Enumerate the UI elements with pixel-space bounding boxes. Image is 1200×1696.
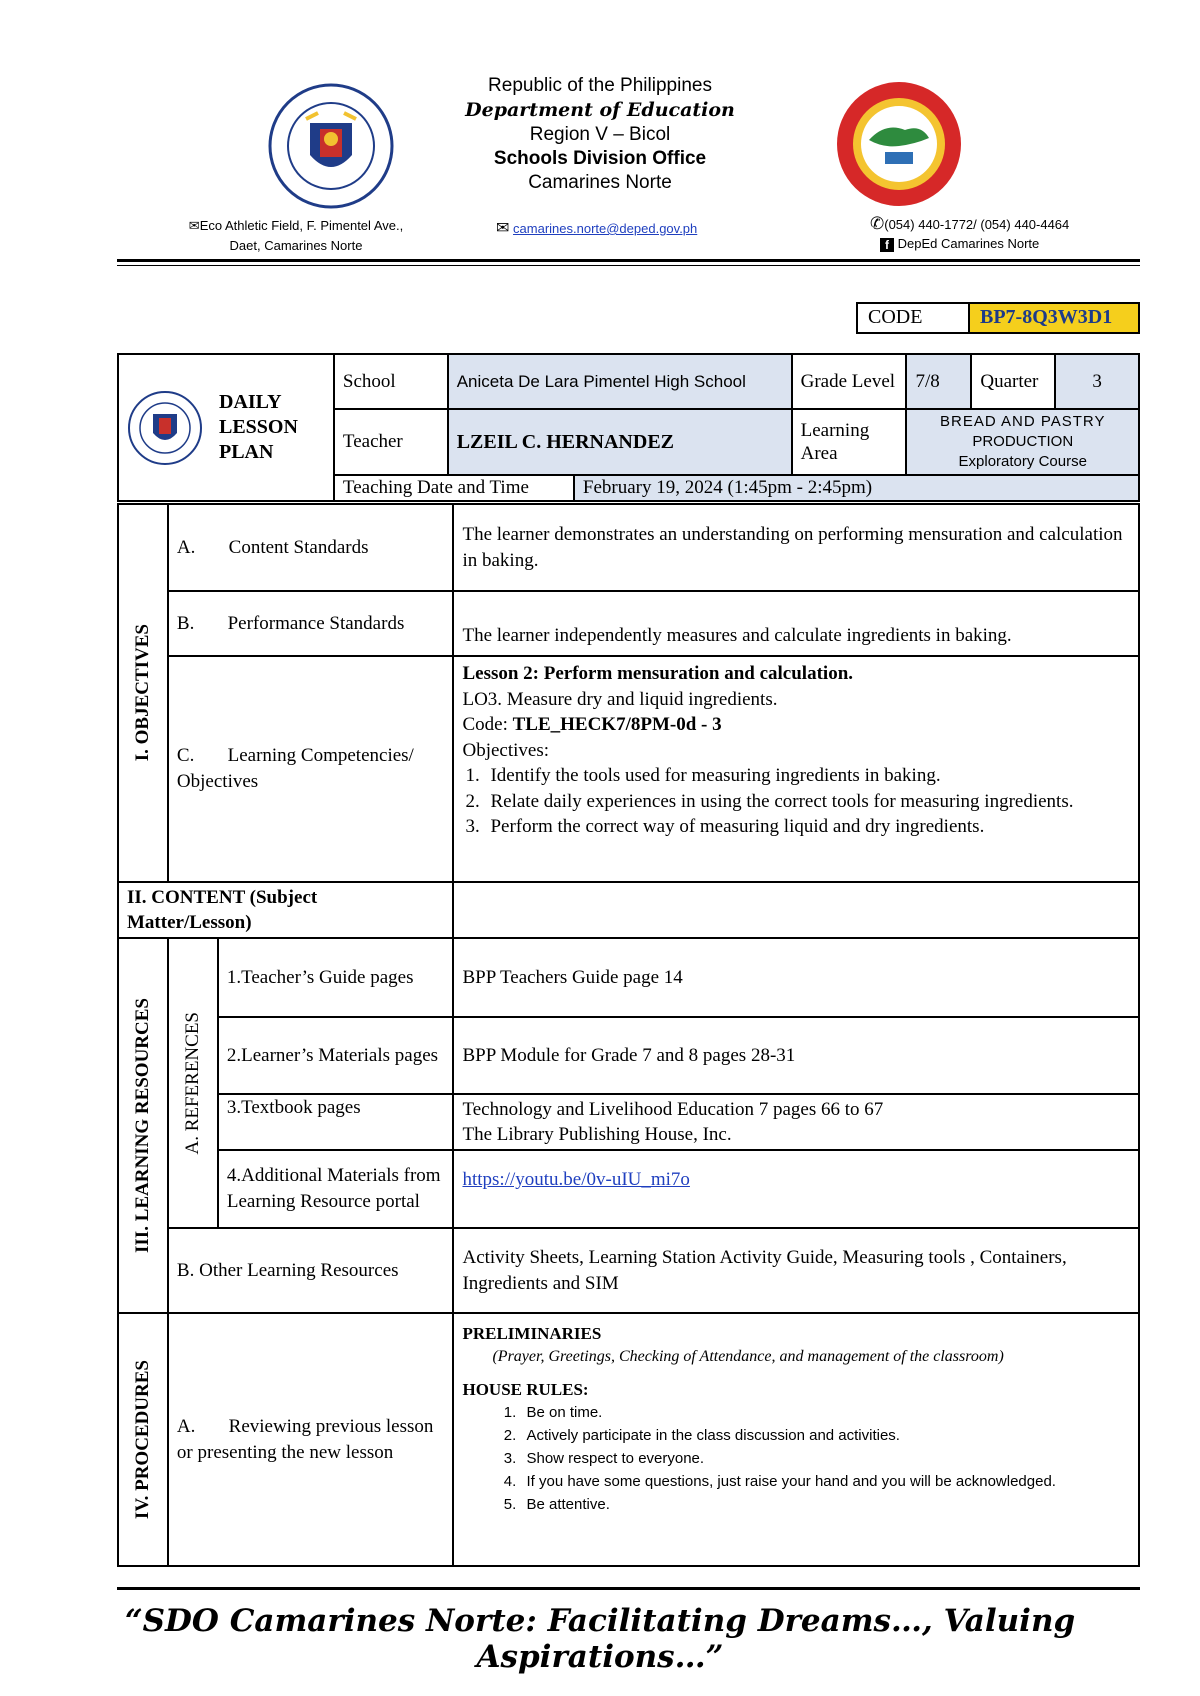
additional-materials-cell bbox=[453, 1150, 1139, 1228]
house-rule-item: 2. Actively participate in the class discussion and activities. bbox=[520, 1424, 1130, 1447]
house-rule-item: 1. Be on time. bbox=[520, 1401, 1130, 1424]
textbook-cell bbox=[453, 1094, 1139, 1150]
dlp-title: DAILY LESSON PLAN bbox=[219, 391, 298, 463]
house-rules-title: HOUSE RULES: bbox=[462, 1380, 589, 1399]
teacher-label: Teacher bbox=[334, 409, 448, 475]
school-label: School bbox=[334, 354, 448, 409]
lesson-info-table bbox=[117, 353, 1140, 502]
teaching-date-value: February 19, 2024 (1:45pm - 2:45pm) bbox=[575, 476, 1138, 500]
learning-area-line1: BREAD AND PASTRY bbox=[939, 413, 1106, 430]
quarter-value: 3 bbox=[1055, 354, 1139, 409]
email-block bbox=[496, 218, 697, 238]
resource-portal-link[interactable]: https://youtu.be/0v-uIU_mi7o bbox=[462, 1169, 690, 1190]
objectives-heading: I. OBJECTIVES bbox=[131, 624, 153, 762]
objectives-list bbox=[462, 763, 1130, 840]
facebook-page: DepEd Camarines Norte bbox=[897, 236, 1040, 251]
objectives-label: Objectives: bbox=[462, 739, 549, 761]
lesson-title: Lesson 2: Perform mensuration and calculation. bbox=[462, 663, 854, 684]
header-department: Department of Education bbox=[465, 99, 735, 121]
address-block bbox=[156, 218, 436, 253]
performance-standards-text: The learner independently measures and calculate ingredients in baking. bbox=[453, 591, 1139, 656]
references-heading: A. REFERENCES bbox=[181, 1011, 203, 1155]
code-label: CODE bbox=[858, 304, 970, 332]
header-province: Camarines Norte bbox=[528, 172, 672, 193]
phone-numbers: (054) 440-1772/ (054) 440-4464 bbox=[884, 217, 1070, 232]
learning-competencies-cell bbox=[453, 656, 1139, 882]
deped-seal-small-icon bbox=[127, 390, 203, 466]
code-value: BP7-8Q3W3D1 bbox=[970, 304, 1138, 332]
learning-resources-heading: III. LEARNING RESOURCES bbox=[131, 998, 153, 1253]
teachers-guide-label: 1.Teacher’s Guide pages bbox=[218, 938, 454, 1017]
competency-code-label: Code: bbox=[462, 714, 513, 735]
preliminaries-text: (Prayer, Greetings, Checking of Attendance, and management of the classroom) bbox=[492, 1348, 1004, 1365]
learning-resources-section bbox=[118, 938, 168, 1313]
objectives-section bbox=[118, 504, 168, 882]
school-value: Aniceta De Lara Pimentel High School bbox=[448, 354, 792, 409]
grade-level-label: Grade Level bbox=[792, 354, 907, 409]
address-line1: Eco Athletic Field, F. Pimentel Ave., bbox=[199, 218, 404, 233]
footer-motto: “SDO Camarines Norte: Facilitating Dreams…, Valuing Aspirations…” bbox=[124, 1603, 1076, 1675]
objective-item: 3. Perform the correct way of measuring liquid and dry ingredients. bbox=[484, 814, 1130, 840]
email-link[interactable]: camarines.norte@deped.gov.ph bbox=[513, 221, 698, 236]
references-section bbox=[168, 938, 218, 1228]
objective-item: 2. Relate daily experiences in using the correct tools for measuring ingredients. bbox=[484, 789, 1130, 815]
dlp-title-cell bbox=[118, 354, 334, 501]
other-resources-text: Activity Sheets, Learning Station Activity Guide, Measuring tools , Containers, Ingredients and SIM bbox=[453, 1228, 1139, 1313]
textbook-line1: Technology and Livelihood Education 7 pages 66 to 67 bbox=[462, 1099, 884, 1120]
teaching-date-label: Teaching Date and Time bbox=[335, 476, 575, 500]
footer-rule bbox=[117, 1587, 1140, 1590]
procedures-section bbox=[118, 1313, 168, 1566]
house-rule-item: 3. Show respect to everyone. bbox=[520, 1447, 1130, 1470]
header-rule-thin bbox=[117, 265, 1140, 266]
procedures-heading: IV. PROCEDURES bbox=[131, 1359, 153, 1520]
code-box bbox=[856, 302, 1140, 334]
phone-block bbox=[870, 214, 1069, 252]
content-label: II. CONTENT (Subject Matter/Lesson) bbox=[118, 882, 453, 938]
mail-icon: ✉ bbox=[188, 218, 200, 233]
header-division: Schools Division Office bbox=[493, 148, 707, 169]
mail-icon: ✉ bbox=[496, 220, 510, 237]
other-resources-label: B. Other Learning Resources bbox=[168, 1228, 454, 1313]
phone-icon: ✆ bbox=[870, 214, 885, 233]
content-standards-text: The learner demonstrates an understanding on performing mensuration and calculation in baking. bbox=[453, 504, 1139, 591]
header-rule bbox=[117, 259, 1140, 262]
lesson-plan-table bbox=[117, 503, 1140, 1567]
objective-item: 1. Identify the tools used for measuring ingredients in baking. bbox=[484, 763, 1130, 789]
address-line2: Daet, Camarines Norte bbox=[229, 238, 363, 253]
performance-standards-label: B. Performance Standards bbox=[168, 591, 454, 656]
house-rules-list bbox=[462, 1401, 1130, 1516]
additional-materials-label: 4.Additional Materials from Learning Resource portal bbox=[218, 1150, 454, 1228]
procedures-cell bbox=[453, 1313, 1139, 1566]
header-region: Region V – Bicol bbox=[529, 124, 671, 145]
competency-code-line bbox=[462, 712, 1130, 738]
competency-code: TLE_HECK7/8PM-0d - 3 bbox=[512, 714, 722, 735]
facebook-icon: f bbox=[880, 238, 894, 252]
content-standards-label: A. Content Standards bbox=[168, 504, 454, 591]
learners-materials-text: BPP Module for Grade 7 and 8 pages 28-31 bbox=[453, 1017, 1139, 1094]
learning-outcome: LO3. Measure dry and liquid ingredients. bbox=[462, 688, 778, 710]
teaching-date-row bbox=[334, 475, 1139, 501]
header-republic: Republic of the Philippines bbox=[488, 75, 712, 96]
learning-area-value bbox=[906, 409, 1139, 475]
learning-area-line2: PRODUCTION bbox=[972, 433, 1074, 450]
teacher-value: LZEIL C. HERNANDEZ bbox=[448, 409, 792, 475]
quarter-label: Quarter bbox=[971, 354, 1055, 409]
teachers-guide-text: BPP Teachers Guide page 14 bbox=[453, 938, 1139, 1017]
learning-competencies-label: C. Learning Competencies/ Objectives bbox=[168, 656, 454, 882]
reviewing-lesson-label: A. Reviewing previous lesson or presenting the new lesson bbox=[168, 1313, 454, 1566]
textbook-label: 3.Textbook pages bbox=[218, 1094, 454, 1150]
house-rule-item: 5. Be attentive. bbox=[520, 1493, 1130, 1516]
content-value bbox=[453, 882, 1139, 938]
grade-level-value: 7/8 bbox=[906, 354, 971, 409]
learners-materials-label: 2.Learner’s Materials pages bbox=[218, 1017, 454, 1094]
learning-area-line3: Exploratory Course bbox=[958, 453, 1087, 470]
preliminaries-title: PRELIMINARIES bbox=[462, 1324, 602, 1343]
house-rule-item: 4. If you have some questions, just raise your hand and you will be acknowledged. bbox=[520, 1470, 1130, 1493]
textbook-line2: The Library Publishing House, Inc. bbox=[462, 1124, 732, 1145]
learning-area-label: Learning Area bbox=[792, 409, 907, 475]
